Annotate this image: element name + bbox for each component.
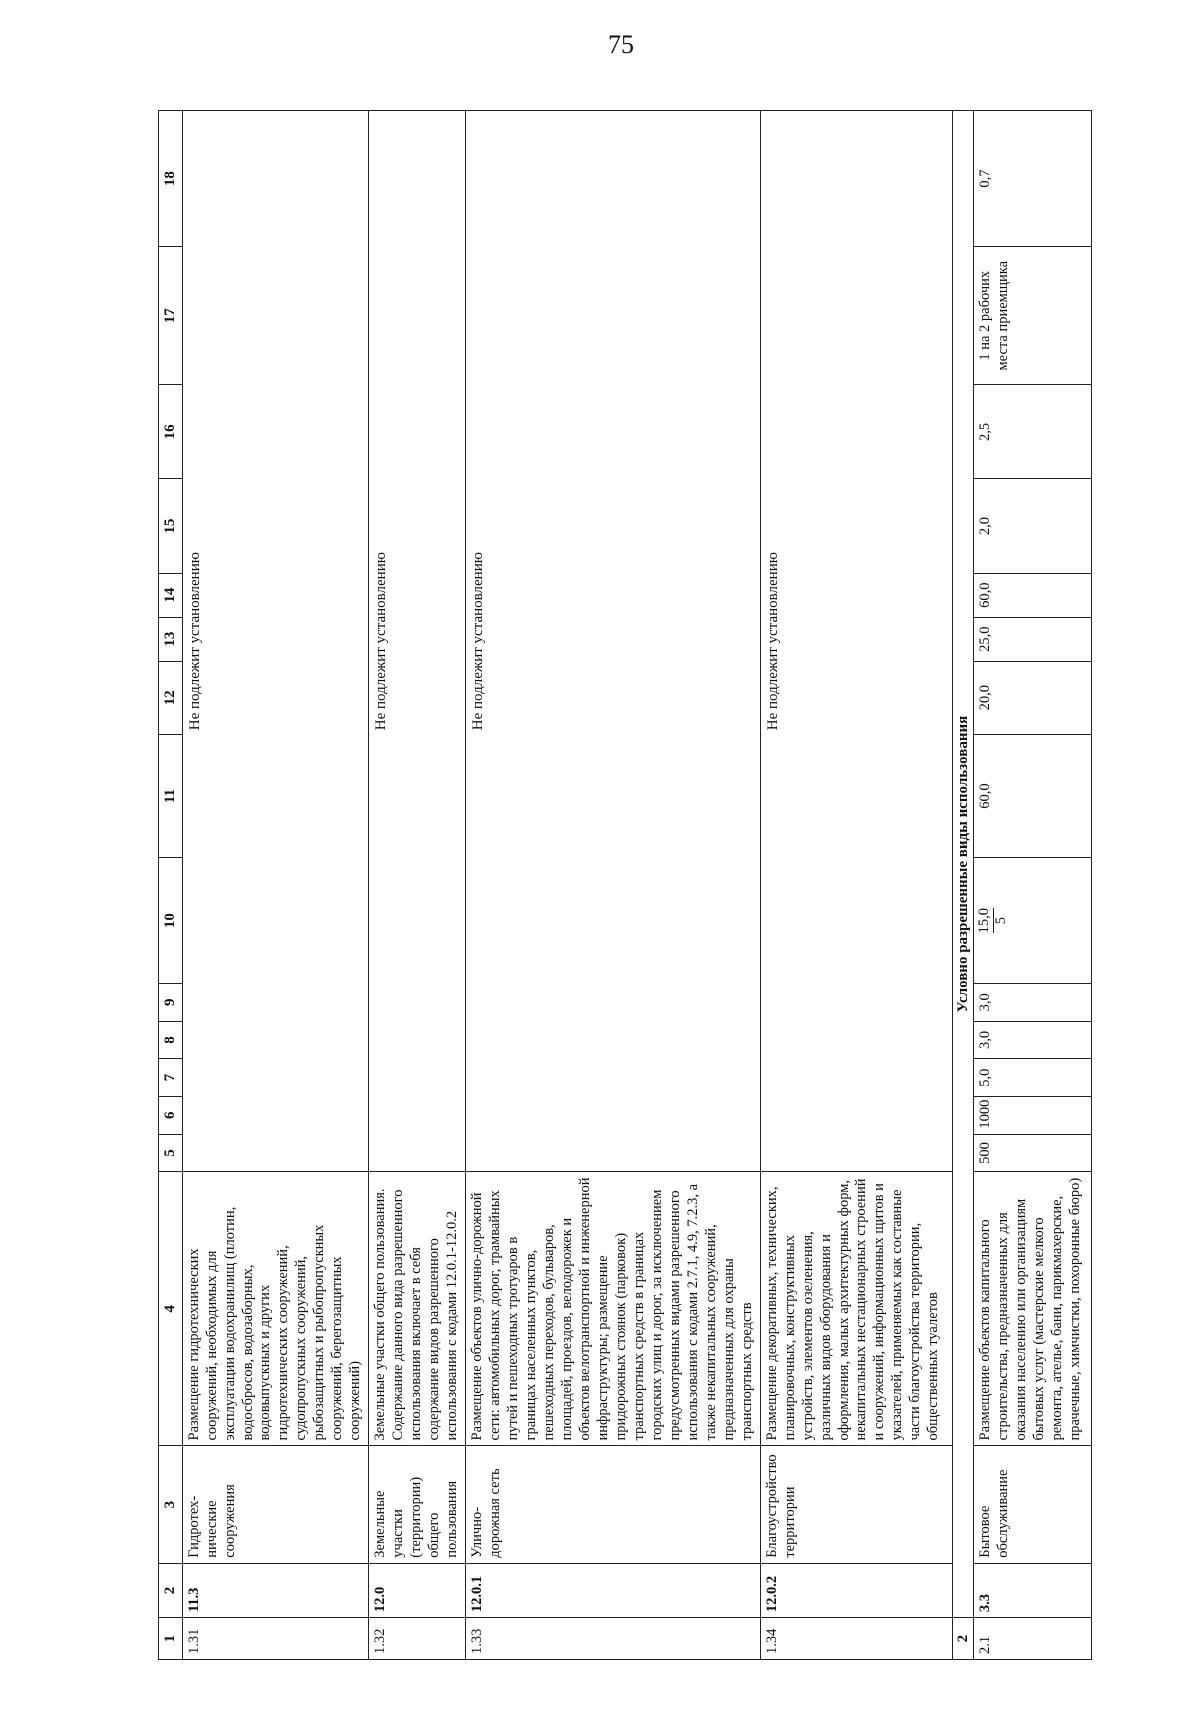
- cell-c11: 60,0: [974, 734, 1092, 858]
- col-header: 7: [159, 1059, 183, 1097]
- cell-c12: 20,0: [974, 661, 1092, 734]
- use-description: Размещение объектов улично-дорожной сети: автомобильных дорог, трамвайных путей и пешеходных тротуаров в границах населенных пунктов, пешеходных переходов, бульваров, площадей, проездов, велодорожек и объектов велотранспортной и инженерной инфраструктуры; размещение придорожных стоянок (парковок) транспортных средств в границах городских улиц и дорог, за исключением предусмотренных видами разрешенного использования с кодами 2.7.1, 4.9, 7.2.3, а также некапитальных сооружений, предназначенных для охраны транспортных средств: [466, 1172, 761, 1446]
- col-header: 1: [159, 1618, 183, 1660]
- col-header: 3: [159, 1446, 183, 1563]
- col-header: 13: [159, 617, 183, 661]
- use-code: 12.0.2: [760, 1563, 952, 1617]
- col-header: 14: [159, 573, 183, 617]
- col-header: 10: [159, 858, 183, 984]
- table-row: [369, 111, 466, 1660]
- cell-c14: 60,0: [974, 573, 1092, 617]
- cell-c9: 3,0: [974, 983, 1092, 1021]
- col-header: 5: [159, 1134, 183, 1172]
- use-name: Бытовое обслуживание: [974, 1446, 1092, 1563]
- params-not-set: Не подлежит установлению: [182, 111, 369, 1172]
- params-not-set: Не подлежит установлению: [369, 111, 466, 1172]
- table-row: [760, 111, 952, 1660]
- section-title: Условно разрешенные виды использования: [952, 111, 974, 1618]
- col-header: 16: [159, 385, 183, 479]
- table-row: [974, 111, 1092, 1660]
- use-code: 3.3: [974, 1563, 1092, 1617]
- table-row: [182, 111, 369, 1660]
- use-description: Размещение декоративных, технических, планировочных, конструктивных устройств, элементов озеленения, различных видов оборудования и оформления, малых архитектурных форм, некапитальных нестационарных строений и сооружений, информационных щитов и указателей, применяемых как составные части благоустройства территории, общественных туалетов: [760, 1172, 952, 1446]
- table-row: [466, 111, 761, 1660]
- use-code: 12.0: [369, 1563, 466, 1617]
- use-code: 11.3: [182, 1563, 369, 1617]
- cell-c18: 0,7: [974, 111, 1092, 247]
- col-header: 6: [159, 1096, 183, 1134]
- col-header: 11: [159, 734, 183, 858]
- row-number: 2.1: [974, 1618, 1092, 1660]
- col-header: 2: [159, 1563, 183, 1617]
- cell-c16: 2,5: [974, 385, 1092, 479]
- col-header: 15: [159, 479, 183, 573]
- params-not-set: Не подлежит установлению: [760, 111, 952, 1172]
- col-header: 12: [159, 661, 183, 734]
- rotated-table-wrapper: [158, 110, 1128, 1660]
- use-description: Земельные участки общего пользования. Содержание данного вида разрешенного использования включает в себя содержание видов разрешенного использования с кодами 12.0.1-12.0.2: [369, 1172, 466, 1446]
- use-name: Земельные участки (территории) общего пользования: [369, 1446, 466, 1563]
- fraction-top: 15,0: [976, 907, 993, 934]
- col-header: 4: [159, 1172, 183, 1446]
- fraction: [977, 908, 1010, 933]
- page-number: 75: [608, 30, 634, 59]
- zoning-table: [158, 110, 1092, 1660]
- col-header: 18: [159, 111, 183, 247]
- fraction-bottom: 5: [993, 917, 1010, 925]
- section-row: [952, 111, 974, 1660]
- header-row: [159, 111, 183, 1660]
- row-number: 1.32: [369, 1618, 466, 1660]
- use-description: Размещение объектов капитального строительства, предназначенных для оказания населению или организациям бытовых услуг (мастерские мелкого ремонта, ателье, бани, парикмахерские, прачечные, химчистки, похоронные бюро): [974, 1172, 1092, 1446]
- cell-c13: 25,0: [974, 617, 1092, 661]
- use-code: 12.0.1: [466, 1563, 761, 1617]
- cell-c6: 1000: [974, 1096, 1092, 1134]
- row-number: 1.33: [466, 1618, 761, 1660]
- use-name: Благоустройство территории: [760, 1446, 952, 1563]
- use-description: Размещение гидротехнических сооружений, необходимых для эксплуатации водохранилищ (плотин, водосбросов, водозаборных, водовыпускных и других гидротехнических сооружений, судопропускных сооружений, рыбозащитных и рыбопропускных сооружений, берегозащитных сооружений): [182, 1172, 369, 1446]
- cell-c7: 5,0: [974, 1059, 1092, 1097]
- cell-c5: 500: [974, 1134, 1092, 1172]
- cell-c10: [974, 858, 1092, 984]
- section-number: 2: [952, 1618, 974, 1660]
- cell-c8: 3,0: [974, 1021, 1092, 1059]
- row-number: 1.34: [760, 1618, 952, 1660]
- params-not-set: Не подлежит установлению: [466, 111, 761, 1172]
- col-header: 9: [159, 983, 183, 1021]
- cell-c17: 1 на 2 рабочих места приемщика: [974, 247, 1092, 385]
- cell-c15: 2,0: [974, 479, 1092, 573]
- use-name: Гидротех-нические сооружения: [182, 1446, 369, 1563]
- use-name: Улично-дорожная сеть: [466, 1446, 761, 1563]
- col-header: 8: [159, 1021, 183, 1059]
- row-number: 1.31: [182, 1618, 369, 1660]
- col-header: 17: [159, 247, 183, 385]
